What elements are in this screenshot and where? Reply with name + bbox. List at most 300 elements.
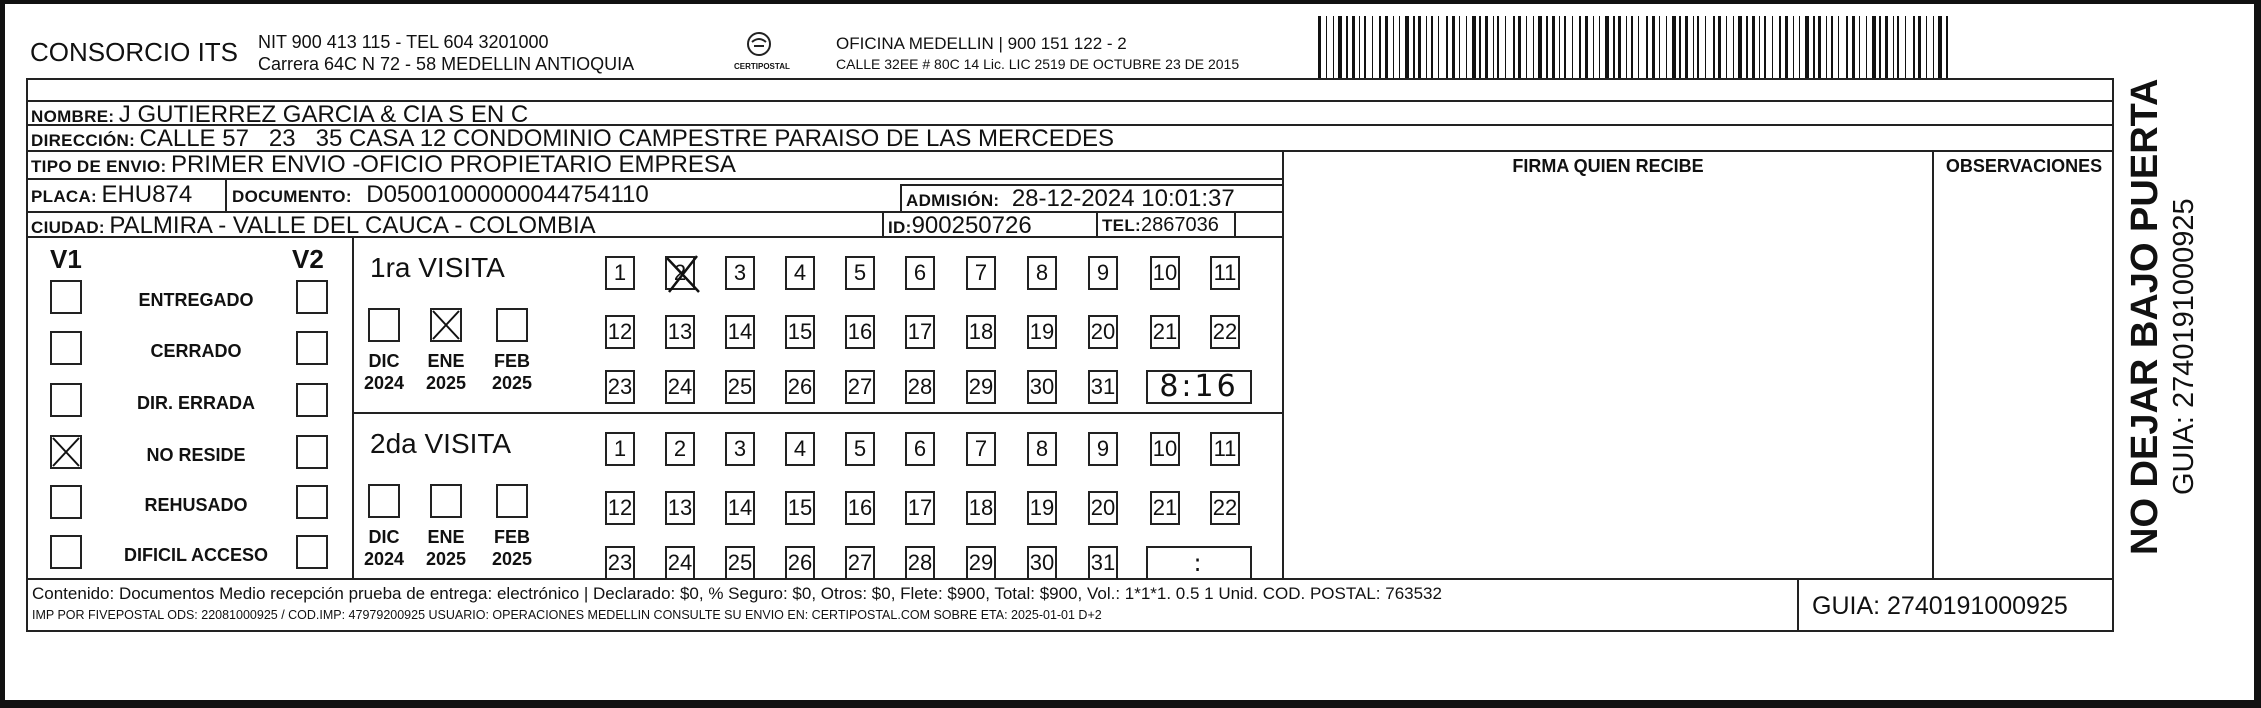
- day-box[interactable]: [785, 546, 815, 580]
- office-line: OFICINA MEDELLIN | 900 151 122 - 2: [836, 34, 1127, 53]
- status-v2-checkbox[interactable]: [296, 535, 328, 569]
- status-v2-checkbox[interactable]: [296, 435, 328, 469]
- day-number: 29: [968, 550, 994, 575]
- barcode-bar: [1352, 16, 1355, 78]
- month-name: ENE: [427, 527, 465, 547]
- direccion-row: [31, 125, 1114, 153]
- barcode-bar: [1933, 16, 1934, 78]
- barcode-bar: [1726, 16, 1727, 78]
- day-number: 25: [727, 550, 753, 575]
- day-box[interactable]: [1150, 491, 1180, 525]
- month-year: 2024: [363, 549, 405, 569]
- day-number: 19: [1029, 319, 1055, 344]
- status-v2-checkbox[interactable]: [296, 331, 328, 365]
- barcode-bar: [1626, 16, 1627, 78]
- day-number: 16: [847, 319, 873, 344]
- day-box[interactable]: [845, 491, 875, 525]
- barcode-bar: [1552, 16, 1555, 78]
- address-line: Carrera 64C N 72 - 58 MEDELLIN ANTIOQUIA: [258, 54, 635, 74]
- barcode-bar: [1652, 16, 1655, 78]
- footer-guia: GUIA: 2740191000925: [1812, 592, 2068, 620]
- barcode-bar: [1593, 16, 1594, 78]
- month-label: [354, 350, 414, 394]
- barcode-bar: [1852, 16, 1855, 78]
- day-number: 23: [607, 374, 633, 399]
- status-label: ENTREGADO: [138, 290, 254, 310]
- barcode-bar: [1559, 16, 1560, 78]
- day-mark-icon: [663, 252, 703, 304]
- day-box[interactable]: [1088, 491, 1118, 525]
- day-box[interactable]: [966, 370, 996, 404]
- barcode-bar: [1738, 16, 1742, 78]
- month-label: [482, 350, 542, 394]
- day-box[interactable]: [905, 370, 935, 404]
- month-checkbox[interactable]: [368, 484, 400, 518]
- day-box[interactable]: [665, 256, 695, 290]
- day-number: 5: [853, 436, 867, 461]
- day-number: 19: [1029, 495, 1055, 520]
- day-box[interactable]: [1210, 256, 1240, 290]
- day-number: 12: [607, 319, 633, 344]
- barcode-bar: [1813, 16, 1815, 78]
- documento-label: DOCUMENTO:: [232, 187, 352, 206]
- day-box[interactable]: [725, 432, 755, 466]
- v2-header: V2: [292, 244, 324, 274]
- day-number: 24: [667, 374, 693, 399]
- day-number: 8: [1035, 436, 1049, 461]
- day-box[interactable]: [1088, 370, 1118, 404]
- barcode-bar: [1518, 16, 1521, 78]
- day-number: 3: [733, 260, 747, 285]
- status-v2-checkbox[interactable]: [296, 280, 328, 314]
- status-label: DIFICIL ACCESO: [123, 545, 268, 565]
- barcode-bar: [1799, 16, 1800, 78]
- status-v1-checkbox[interactable]: [50, 331, 82, 365]
- month-checkbox[interactable]: [368, 308, 400, 342]
- month-label: [416, 526, 476, 570]
- day-number: 28: [907, 550, 933, 575]
- month-checkbox[interactable]: [430, 308, 462, 342]
- day-box[interactable]: [1027, 491, 1057, 525]
- day-number: 31: [1090, 550, 1116, 575]
- barcode-bar: [1618, 16, 1621, 78]
- observaciones-area[interactable]: [1934, 180, 2112, 576]
- barcode-bar: [1693, 16, 1694, 78]
- day-box[interactable]: [905, 256, 935, 290]
- barcode-bar: [1879, 16, 1881, 78]
- day-box[interactable]: [665, 491, 695, 525]
- barcode-bar: [1893, 16, 1894, 78]
- status-v1-checkbox[interactable]: [50, 435, 82, 469]
- barcode-bar: [1659, 16, 1660, 78]
- barcode-bar: [1846, 16, 1848, 78]
- barcode-bar: [1533, 16, 1534, 78]
- day-box[interactable]: [1150, 256, 1180, 290]
- tipo-row: [31, 151, 736, 179]
- day-number: 27: [847, 374, 873, 399]
- barcode-bar: [1426, 16, 1427, 78]
- ciudad-value: PALMIRA - VALLE DEL CAUCA - COLOMBIA: [109, 212, 596, 239]
- status-label: REHUSADO: [144, 495, 248, 515]
- day-box[interactable]: [605, 256, 635, 290]
- status-label: DIR. ERRADA: [136, 393, 255, 413]
- barcode-bar: [1385, 16, 1388, 78]
- placa-label: PLACA:: [31, 187, 98, 206]
- day-number: 4: [793, 436, 807, 461]
- firma-area[interactable]: [1284, 180, 1930, 576]
- month-label: [416, 350, 476, 394]
- barcode-bar: [1638, 16, 1639, 78]
- logo-caption: CERTIPOSTAL: [734, 62, 790, 71]
- day-box[interactable]: [785, 370, 815, 404]
- status-v2-checkbox[interactable]: [296, 383, 328, 417]
- day-box[interactable]: [725, 256, 755, 290]
- barcode-bar: [1413, 16, 1415, 78]
- barcode-bar: [1938, 16, 1942, 78]
- day-number: 2: [673, 260, 687, 285]
- day-number: 4: [793, 260, 807, 285]
- day-number: 22: [1212, 495, 1238, 520]
- barcode-bar: [1772, 16, 1773, 78]
- day-box[interactable]: [966, 546, 996, 580]
- day-box[interactable]: [1150, 315, 1180, 349]
- imp-line: IMP POR FIVEPOSTAL ODS: 22081000925 / COD.IMP: 47979200925 USUARIO: OPERACIONES MEDELLIN CONSULTE SU ENVIO EN: CERTIPOSTAL.COM SOBRE ETA: 2025-01-01 D+2: [32, 608, 1102, 622]
- barcode-bar: [1599, 16, 1600, 78]
- barcode-bar: [1359, 16, 1360, 78]
- barcode-bar: [1885, 16, 1888, 78]
- barcode: [1318, 16, 1952, 78]
- barcode-bar: [1379, 16, 1381, 78]
- barcode-bar: [1838, 16, 1839, 78]
- tel-value: 2867036: [1140, 214, 1219, 236]
- day-box[interactable]: [605, 491, 635, 525]
- ciudad-label: CIUDAD:: [31, 218, 105, 237]
- barcode-bar: [1513, 16, 1515, 78]
- barcode-bar: [1818, 16, 1821, 78]
- barcode-bar: [1779, 16, 1781, 78]
- day-box[interactable]: [725, 546, 755, 580]
- day-number: 1: [613, 436, 627, 461]
- barcode-bar: [1785, 16, 1788, 78]
- day-box[interactable]: [1027, 432, 1057, 466]
- status-v1-checkbox[interactable]: [50, 383, 82, 417]
- v1-header: V1: [50, 244, 82, 274]
- barcode-bar: [1505, 16, 1506, 78]
- company-name: CONSORCIO ITS: [30, 37, 239, 67]
- documento-field: [232, 181, 649, 209]
- barcode-bar: [1326, 16, 1327, 78]
- day-number: 30: [1029, 550, 1055, 575]
- day-box[interactable]: [845, 370, 875, 404]
- barcode-bar: [1679, 16, 1681, 78]
- day-number: 25: [727, 374, 753, 399]
- day-box[interactable]: [665, 432, 695, 466]
- barcode-bar: [1572, 16, 1573, 78]
- day-number: 1: [613, 260, 627, 285]
- barcode-bar: [1438, 16, 1439, 78]
- barcode-bar: [1697, 16, 1699, 78]
- barcode-bar: [1905, 16, 1906, 78]
- placa-value: EHU874: [101, 181, 193, 208]
- day-number: 21: [1152, 319, 1178, 344]
- day-box[interactable]: [1210, 432, 1240, 466]
- day-number: 9: [1096, 436, 1110, 461]
- barcode-bar: [1746, 16, 1748, 78]
- month-name: ENE: [427, 351, 465, 371]
- day-box[interactable]: [1150, 432, 1180, 466]
- status-v1-checkbox[interactable]: [50, 485, 82, 519]
- day-number: 18: [968, 319, 994, 344]
- barcode-bar: [1831, 16, 1833, 78]
- day-number: 6: [913, 260, 927, 285]
- placa-field: [31, 181, 192, 209]
- day-box[interactable]: [966, 256, 996, 290]
- day-number: 26: [787, 374, 813, 399]
- month-year: 2025: [491, 549, 533, 569]
- direccion-label: DIRECCIÓN:: [31, 131, 136, 150]
- direccion-value: CALLE 57 23 35 CASA 12 CONDOMINIO CAMPESTRE PARAISO DE LAS MERCEDES: [139, 125, 1115, 152]
- id-value: 900250726: [911, 212, 1032, 239]
- day-box[interactable]: [845, 432, 875, 466]
- day-number: 6: [913, 436, 927, 461]
- barcode-bar: [1866, 16, 1867, 78]
- barcode-bar: [1585, 16, 1588, 78]
- time-box[interactable]: :: [1146, 546, 1252, 580]
- day-number: 21: [1152, 495, 1178, 520]
- day-box[interactable]: [665, 370, 695, 404]
- barcode-bar: [1526, 16, 1527, 78]
- day-box[interactable]: [605, 370, 635, 404]
- status-label: NO RESIDE: [146, 445, 246, 465]
- day-box[interactable]: [1027, 315, 1057, 349]
- day-box[interactable]: [1210, 491, 1240, 525]
- month-label: [354, 526, 414, 570]
- day-number: 15: [787, 319, 813, 344]
- barcode-bar: [1399, 16, 1400, 78]
- day-box[interactable]: [1210, 315, 1240, 349]
- tipo-value: PRIMER ENVIO -OFICIO PROPIETARIO EMPRESA: [170, 151, 736, 178]
- barcode-bar: [1705, 16, 1706, 78]
- status-label: CERRADO: [150, 341, 242, 361]
- license-line: CALLE 32EE # 80C 14 Lic. LIC 2519 DE OCTUBRE 23 DE 2015: [836, 56, 1240, 72]
- barcode-bar: [1338, 16, 1342, 78]
- month-year: 2025: [425, 373, 467, 393]
- day-box[interactable]: [1027, 546, 1057, 580]
- day-box[interactable]: [845, 256, 875, 290]
- visit-title: 1ra VISITA: [370, 252, 505, 283]
- day-number: 8: [1035, 260, 1049, 285]
- day-number: 3: [733, 436, 747, 461]
- barcode-bar: [1485, 16, 1488, 78]
- month-year: 2024: [363, 373, 405, 393]
- day-box[interactable]: [665, 546, 695, 580]
- day-number: 28: [907, 374, 933, 399]
- admision-label: ADMISIÓN:: [906, 191, 1000, 210]
- nombre-label: NOMBRE:: [31, 107, 115, 126]
- nit-line: NIT 900 413 115 - TEL 604 3201000: [258, 32, 549, 52]
- barcode-bar: [1685, 16, 1688, 78]
- day-box[interactable]: [845, 315, 875, 349]
- day-box[interactable]: [966, 315, 996, 349]
- day-box[interactable]: [785, 491, 815, 525]
- barcode-bar: [1579, 16, 1581, 78]
- barcode-bar: [1546, 16, 1548, 78]
- barcode-bar: [1805, 16, 1809, 78]
- left-border: [0, 0, 5, 708]
- barcode-bar: [1372, 16, 1373, 78]
- barcode-bar: [1446, 16, 1448, 78]
- day-number: 5: [853, 260, 867, 285]
- time-box[interactable]: 8:16: [1146, 370, 1252, 404]
- day-box[interactable]: [905, 432, 935, 466]
- day-box[interactable]: [966, 491, 996, 525]
- no-dejar-warning: NO DEJAR BAJO PUERTA: [2124, 78, 2166, 555]
- day-box[interactable]: [785, 432, 815, 466]
- barcode-bar: [1318, 16, 1321, 78]
- day-box[interactable]: [605, 546, 635, 580]
- day-number: 23: [607, 550, 633, 575]
- visit-title: 2da VISITA: [370, 428, 512, 459]
- barcode-bar: [1364, 16, 1366, 78]
- month-name: DIC: [368, 527, 400, 547]
- month-name: FEB: [494, 351, 530, 371]
- barcode-bar: [1764, 16, 1766, 78]
- day-box[interactable]: [1027, 370, 1057, 404]
- barcode-bar: [1926, 16, 1927, 78]
- contenido-line: Contenido: Documentos Medio recepción prueba de entrega: electrónico | Declarado: $0, % Seguro: $0, Otros: $0, Flete: $900, Total: $900, Vol.: 1*1*1. 0.5 1 Unid. COD. POSTAL: 763532: [32, 584, 1442, 603]
- day-number: 10: [1152, 436, 1178, 461]
- day-number: 14: [727, 495, 753, 520]
- barcode-bar: [1466, 16, 1467, 78]
- id-label: ID:: [888, 218, 912, 237]
- day-box[interactable]: [725, 491, 755, 525]
- day-box[interactable]: [605, 432, 635, 466]
- day-box[interactable]: [785, 256, 815, 290]
- day-number: 16: [847, 495, 873, 520]
- barcode-bar: [1793, 16, 1794, 78]
- day-box[interactable]: [785, 315, 815, 349]
- barcode-bar: [1859, 16, 1860, 78]
- barcode-bar: [1472, 16, 1476, 78]
- day-number: 12: [607, 495, 633, 520]
- month-checkbox[interactable]: [496, 484, 528, 518]
- day-number: 17: [907, 319, 933, 344]
- top-border: [0, 0, 2261, 4]
- barcode-bar: [1564, 16, 1566, 78]
- barcode-bar: [1733, 16, 1734, 78]
- tel-label: TEL:: [1102, 216, 1141, 235]
- ciudad-field: [31, 212, 596, 240]
- day-box[interactable]: [905, 546, 935, 580]
- day-box[interactable]: [845, 546, 875, 580]
- day-box[interactable]: [1088, 315, 1118, 349]
- barcode-bar: [1393, 16, 1394, 78]
- status-v1-checkbox[interactable]: [50, 280, 82, 314]
- barcode-bar: [1672, 16, 1676, 78]
- barcode-bar: [1759, 16, 1760, 78]
- barcode-bar: [1479, 16, 1481, 78]
- day-box[interactable]: [725, 370, 755, 404]
- admision-field: [906, 185, 1235, 213]
- barcode-bar: [1913, 16, 1915, 78]
- barcode-bar: [1713, 16, 1715, 78]
- day-box[interactable]: [1088, 256, 1118, 290]
- right-border: [2254, 0, 2261, 708]
- barcode-bar: [1605, 16, 1609, 78]
- documento-value: D05001000000044754110: [366, 181, 649, 208]
- firma-header: FIRMA QUIEN RECIBE: [1512, 156, 1704, 176]
- barcode-bar: [1897, 16, 1899, 78]
- day-number: 15: [787, 495, 813, 520]
- day-box[interactable]: [605, 315, 635, 349]
- barcode-bar: [1918, 16, 1921, 78]
- day-number: 27: [847, 550, 873, 575]
- day-number: 2: [673, 436, 687, 461]
- day-box[interactable]: [725, 315, 755, 349]
- day-box[interactable]: [905, 315, 935, 349]
- bottom-border: [0, 700, 2261, 708]
- day-number: 22: [1212, 319, 1238, 344]
- day-box[interactable]: [1088, 546, 1118, 580]
- day-number: 11: [1213, 436, 1237, 461]
- barcode-bar: [1431, 16, 1433, 78]
- barcode-bar: [1538, 16, 1542, 78]
- status-v1-checkbox[interactable]: [50, 535, 82, 569]
- day-box[interactable]: [905, 491, 935, 525]
- month-year: 2025: [425, 549, 467, 569]
- side-guia: GUIA: 2740191000925: [2168, 198, 2200, 495]
- day-number: 30: [1029, 374, 1055, 399]
- day-box[interactable]: [966, 432, 996, 466]
- barcode-bar: [1613, 16, 1615, 78]
- month-checkbox[interactable]: [496, 308, 528, 342]
- day-number: 7: [974, 260, 988, 285]
- barcode-bar: [1333, 16, 1334, 78]
- day-box[interactable]: [1027, 256, 1057, 290]
- status-v2-checkbox[interactable]: [296, 485, 328, 519]
- barcode-bar: [1405, 16, 1409, 78]
- month-name: FEB: [494, 527, 530, 547]
- day-number: 20: [1090, 495, 1116, 520]
- barcode-bar: [1497, 16, 1499, 78]
- day-number: 10: [1152, 260, 1178, 285]
- day-number: 13: [667, 495, 693, 520]
- day-number: 11: [1213, 260, 1237, 285]
- barcode-bar: [1493, 16, 1494, 78]
- barcode-bar: [1346, 16, 1348, 78]
- day-number: 14: [727, 319, 753, 344]
- nombre-value: J GUTIERREZ GARCIA & CIA S EN C: [118, 101, 529, 128]
- day-box[interactable]: [665, 315, 695, 349]
- month-label: [482, 526, 542, 570]
- day-number: 20: [1090, 319, 1116, 344]
- day-number: 26: [787, 550, 813, 575]
- barcode-bar: [1459, 16, 1460, 78]
- barcode-bar: [1646, 16, 1648, 78]
- day-number: 17: [907, 495, 933, 520]
- day-number: 24: [667, 550, 693, 575]
- day-number: 31: [1090, 374, 1116, 399]
- barcode-bar: [1418, 16, 1421, 78]
- barcode-bar: [1631, 16, 1633, 78]
- day-number: 29: [968, 374, 994, 399]
- day-number: 7: [974, 436, 988, 461]
- barcode-bar: [1752, 16, 1755, 78]
- day-box[interactable]: [1088, 432, 1118, 466]
- month-checkbox[interactable]: [430, 484, 462, 518]
- day-number: 13: [667, 319, 693, 344]
- barcode-bar: [1826, 16, 1827, 78]
